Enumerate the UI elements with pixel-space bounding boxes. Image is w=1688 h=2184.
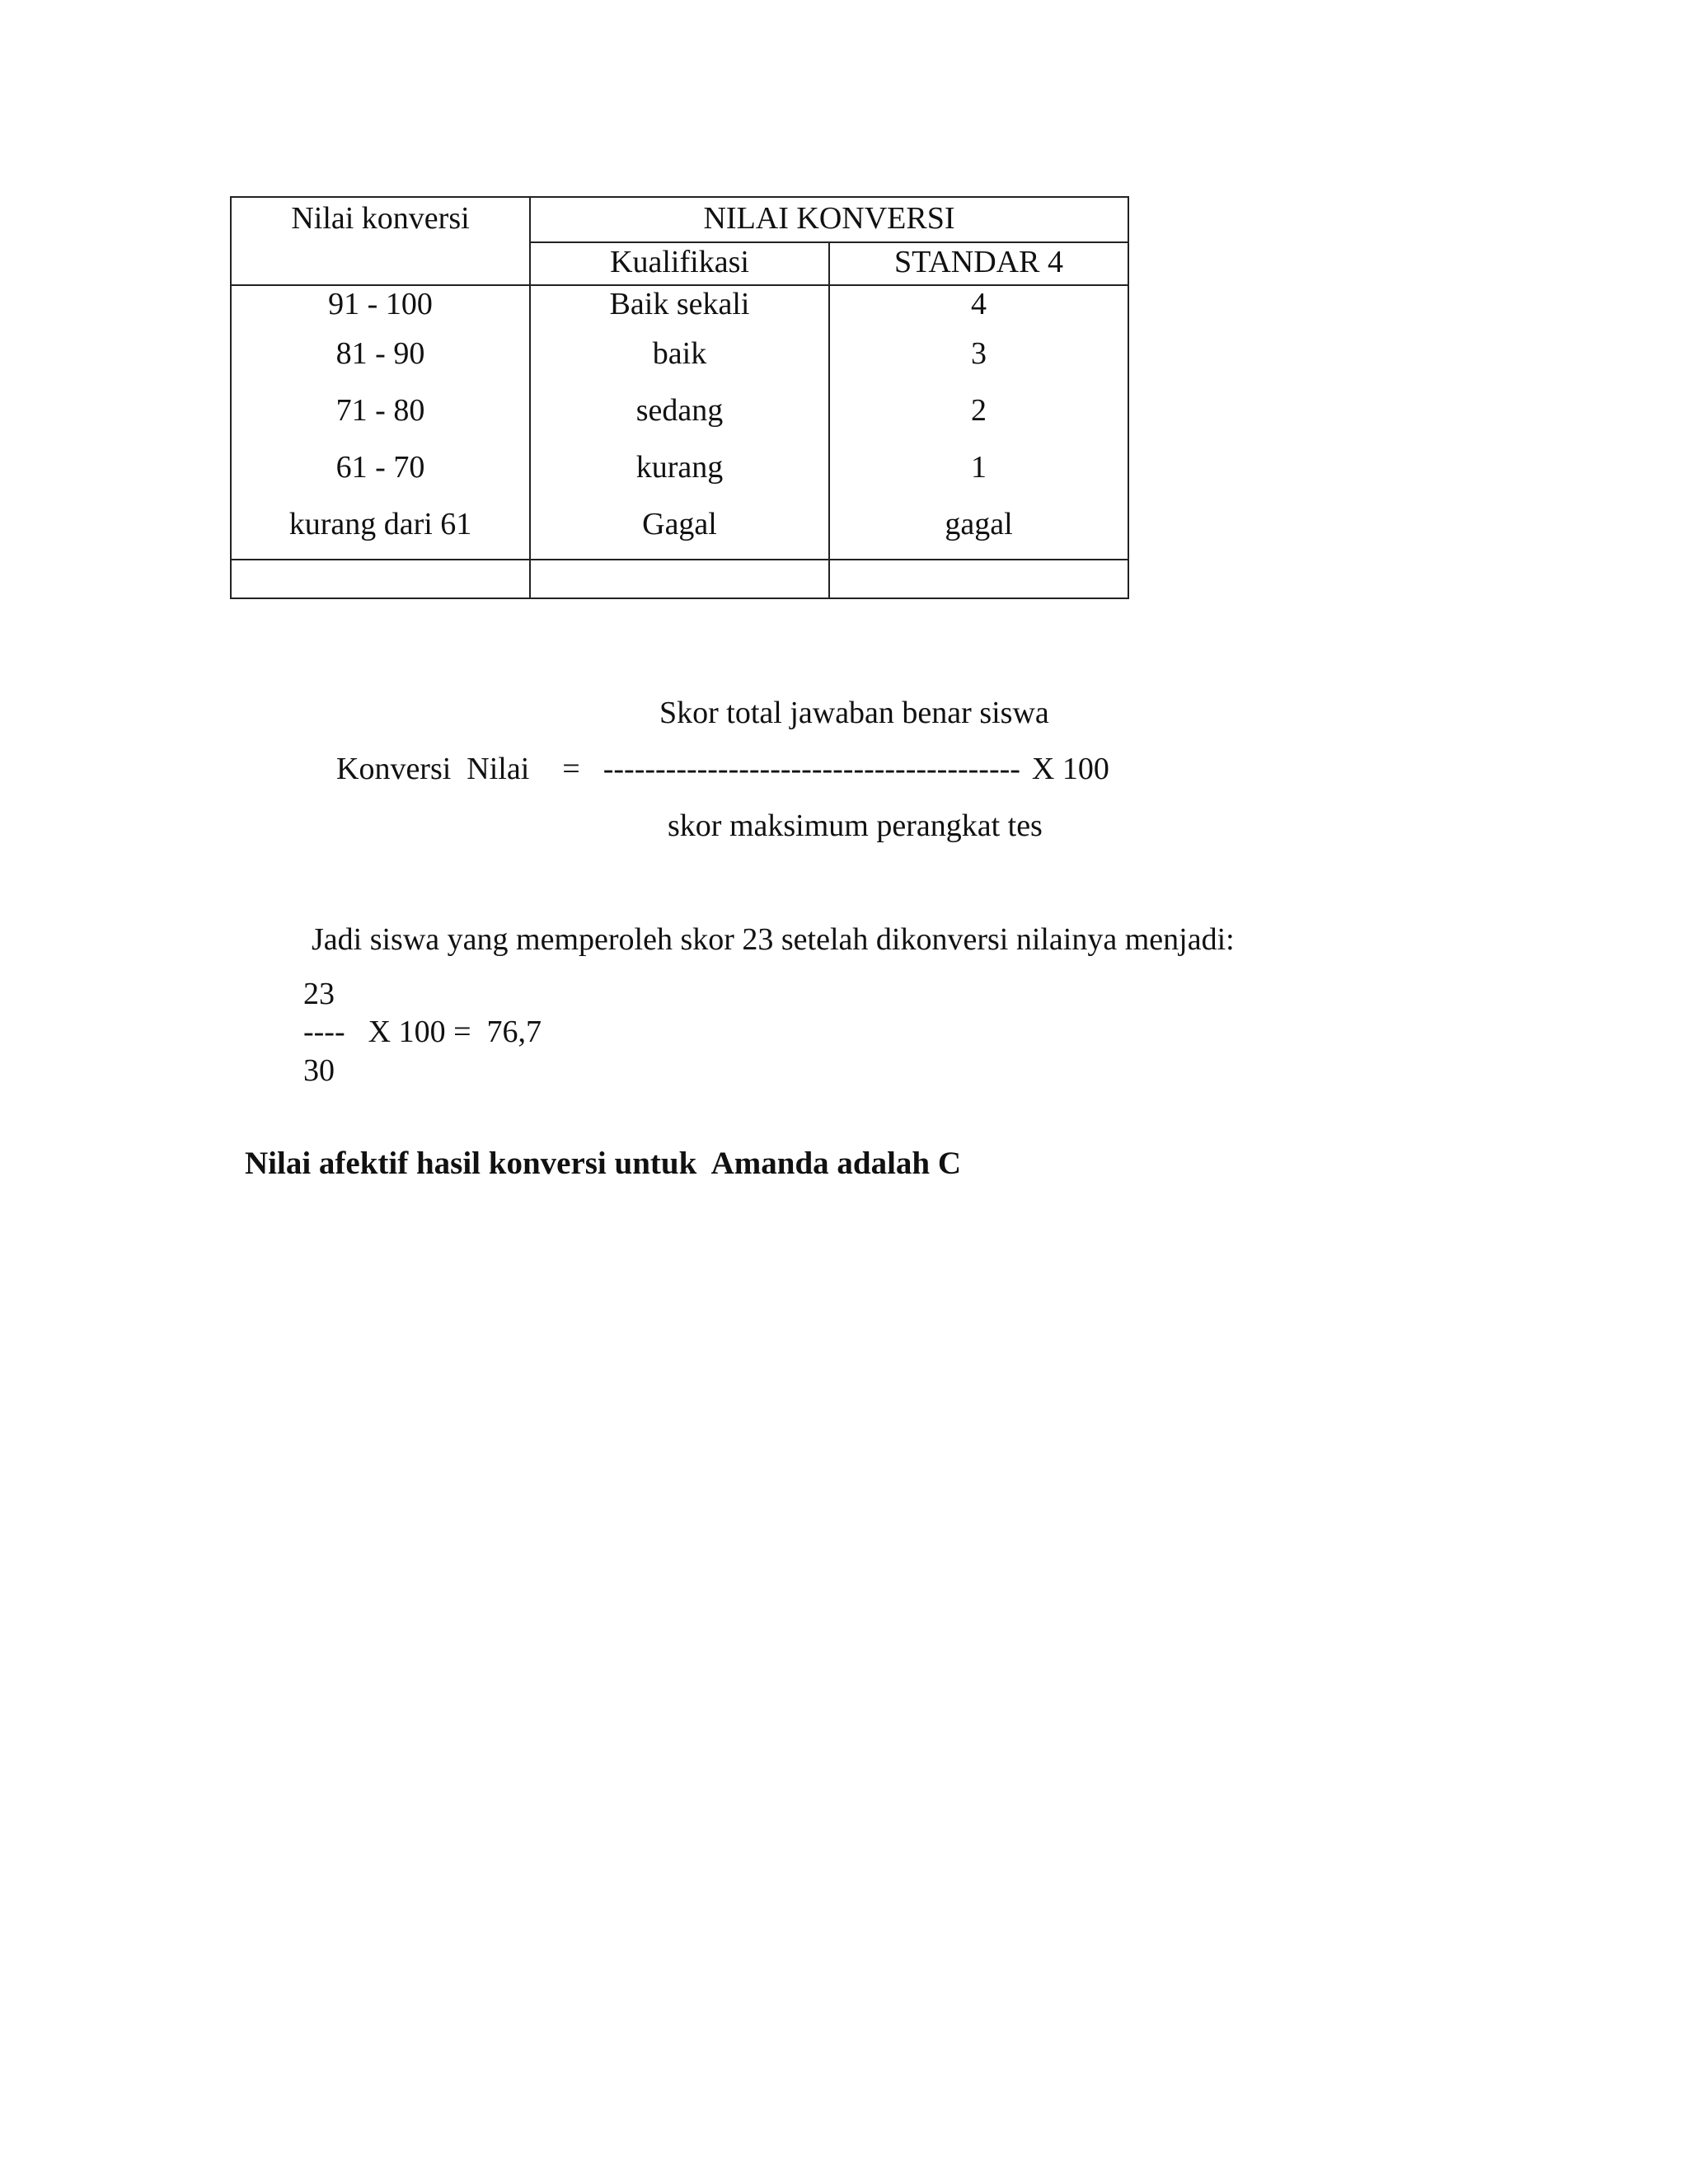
formula-denominator: skor maksimum perangkat tes	[668, 808, 1043, 843]
example-expression: X 100 = 76,7	[368, 1015, 542, 1049]
example-numerator: 23	[303, 977, 335, 1011]
table-cell-range: 81 - 90	[231, 338, 530, 395]
table-cell-empty	[530, 560, 829, 598]
table-cell-range: 61 - 70	[231, 452, 530, 509]
table-cell-standar: 3	[829, 338, 1128, 395]
table-header-nilai-konversi: Nilai konversi	[231, 197, 530, 285]
formula-fraction-line: ----------------------------------------	[603, 752, 1020, 786]
example-denominator: 30	[303, 1053, 335, 1088]
example-sentence: Jadi siswa yang memperoleh skor 23 setelah dikonversi nilainya menjadi:	[312, 922, 1235, 957]
table-cell-kualifikasi: Gagal	[530, 509, 829, 560]
formula-label: Konversi Nilai	[336, 752, 530, 786]
example-fraction-line: ----	[303, 1015, 345, 1049]
table-cell-standar: 2	[829, 395, 1128, 452]
table-cell-empty	[231, 560, 530, 598]
result-statement: Nilai afektif hasil konversi untuk Amanda adalah C	[245, 1146, 962, 1181]
table-row	[231, 395, 1128, 452]
table-row	[231, 509, 1128, 560]
table-cell-kualifikasi: baik	[530, 338, 829, 395]
table-row	[231, 452, 1128, 509]
table-cell-kualifikasi: kurang	[530, 452, 829, 509]
formula-numerator: Skor total jawaban benar siswa	[659, 696, 1049, 730]
table-cell-kualifikasi: sedang	[530, 395, 829, 452]
table-cell-range: 71 - 80	[231, 395, 530, 452]
formula-equals: =	[562, 752, 580, 786]
table-cell-standar: 4	[829, 285, 1128, 338]
table-row-empty	[231, 560, 1128, 598]
table-header-standar: STANDAR 4	[829, 242, 1128, 285]
conversion-table	[230, 196, 1129, 599]
table-cell-standar: gagal	[829, 509, 1128, 560]
formula-multiplier: X 100	[1031, 752, 1109, 786]
table-header-kualifikasi: Kualifikasi	[530, 242, 829, 285]
table-cell-standar: 1	[829, 452, 1128, 509]
formula-row	[336, 751, 1109, 787]
table-header-group: NILAI KONVERSI	[530, 197, 1128, 242]
example-fraction-row	[303, 1014, 542, 1050]
table-row	[231, 338, 1128, 395]
table-cell-kualifikasi: Baik sekali	[530, 285, 829, 338]
table-cell-range: 91 - 100	[231, 285, 530, 338]
table-cell-empty	[829, 560, 1128, 598]
table-row	[231, 285, 1128, 338]
table-cell-range: kurang dari 61	[231, 509, 530, 560]
